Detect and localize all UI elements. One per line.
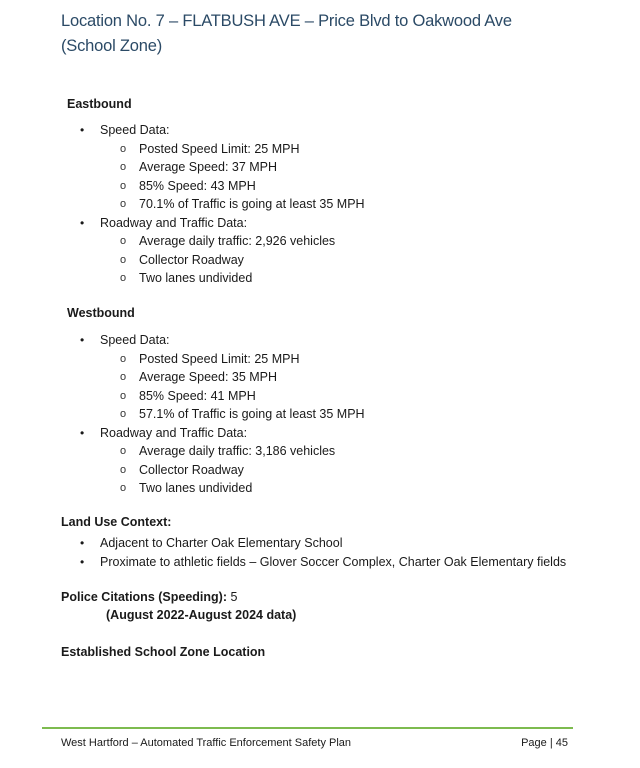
bullet-icon: • [80, 536, 85, 550]
bullet-icon: • [80, 333, 85, 347]
page-title: Location No. 7 – FLATBUSH AVE – Price Blvd to Oakwood Ave (School Zone) [61, 12, 512, 55]
bullet-icon: • [80, 123, 85, 137]
list-item: o 57.1% of Traffic is going at least 35 MPH [120, 405, 365, 424]
land-use-heading: Land Use Context: [61, 515, 172, 529]
westbound-list [80, 331, 365, 498]
citations-note: (August 2022-August 2024 data) [106, 608, 297, 622]
list-item: o Collector Roadway [120, 251, 365, 270]
circle-bullet-icon: o [120, 482, 127, 494]
circle-bullet-icon: o [120, 352, 127, 365]
list-item: o Two lanes undivided [120, 269, 365, 288]
page-number: Page | 45 [521, 737, 568, 749]
list-item: • Roadway and Traffic Data: [80, 214, 365, 233]
circle-bullet-icon: o [120, 142, 127, 155]
list-item: • Adjacent to Charter Oak Elementary School [80, 534, 566, 553]
circle-bullet-icon: o [120, 408, 127, 420]
citations-value: 5 [230, 590, 238, 604]
circle-bullet-icon: o [120, 161, 127, 173]
bullet-icon: • [80, 215, 85, 230]
bullet-icon: • [80, 425, 85, 440]
land-use-list [80, 534, 566, 571]
bullet-icon: • [80, 554, 85, 569]
eastbound-heading: Eastbound [67, 97, 132, 111]
westbound-heading: Westbound [67, 306, 135, 320]
school-zone-label: Established School Zone Location [61, 645, 266, 659]
list-item: o Collector Roadway [120, 461, 365, 480]
list-item: • Speed Data: [80, 121, 365, 140]
circle-bullet-icon: o [120, 445, 127, 457]
list-item: o Two lanes undivided [120, 479, 365, 498]
circle-bullet-icon: o [120, 179, 127, 192]
list-item: • Roadway and Traffic Data: [80, 424, 365, 443]
circle-bullet-icon: o [120, 272, 127, 284]
citations-label: Police Citations (Speeding): [61, 590, 227, 604]
list-item: o Average daily traffic: 2,926 vehicles [120, 232, 365, 251]
list-item: o Posted Speed Limit: 25 MPH [120, 350, 365, 369]
list-item: • Speed Data: [80, 331, 365, 350]
list-item: o Average daily traffic: 3,186 vehicles [120, 442, 365, 461]
footer-document-title: West Hartford – Automated Traffic Enforcement Safety Plan [61, 737, 352, 749]
circle-bullet-icon: o [120, 389, 127, 402]
circle-bullet-icon: o [120, 198, 127, 210]
list-item: o 85% Speed: 41 MPH [120, 387, 365, 406]
circle-bullet-icon: o [120, 463, 127, 476]
eastbound-list [80, 121, 365, 288]
list-item: o 85% Speed: 43 MPH [120, 177, 365, 196]
police-citations [61, 590, 237, 604]
list-item: o Average Speed: 35 MPH [120, 368, 365, 387]
circle-bullet-icon: o [120, 253, 127, 266]
list-item: o 70.1% of Traffic is going at least 35 MPH [120, 195, 365, 214]
list-item: • Proximate to athletic fields – Glover Soccer Complex, Charter Oak Elementary fields [80, 553, 566, 572]
circle-bullet-icon: o [120, 235, 127, 247]
list-item: o Average Speed: 37 MPH [120, 158, 365, 177]
list-item: o Posted Speed Limit: 25 MPH [120, 140, 365, 159]
circle-bullet-icon: o [120, 371, 127, 383]
footer-rule [42, 727, 573, 729]
